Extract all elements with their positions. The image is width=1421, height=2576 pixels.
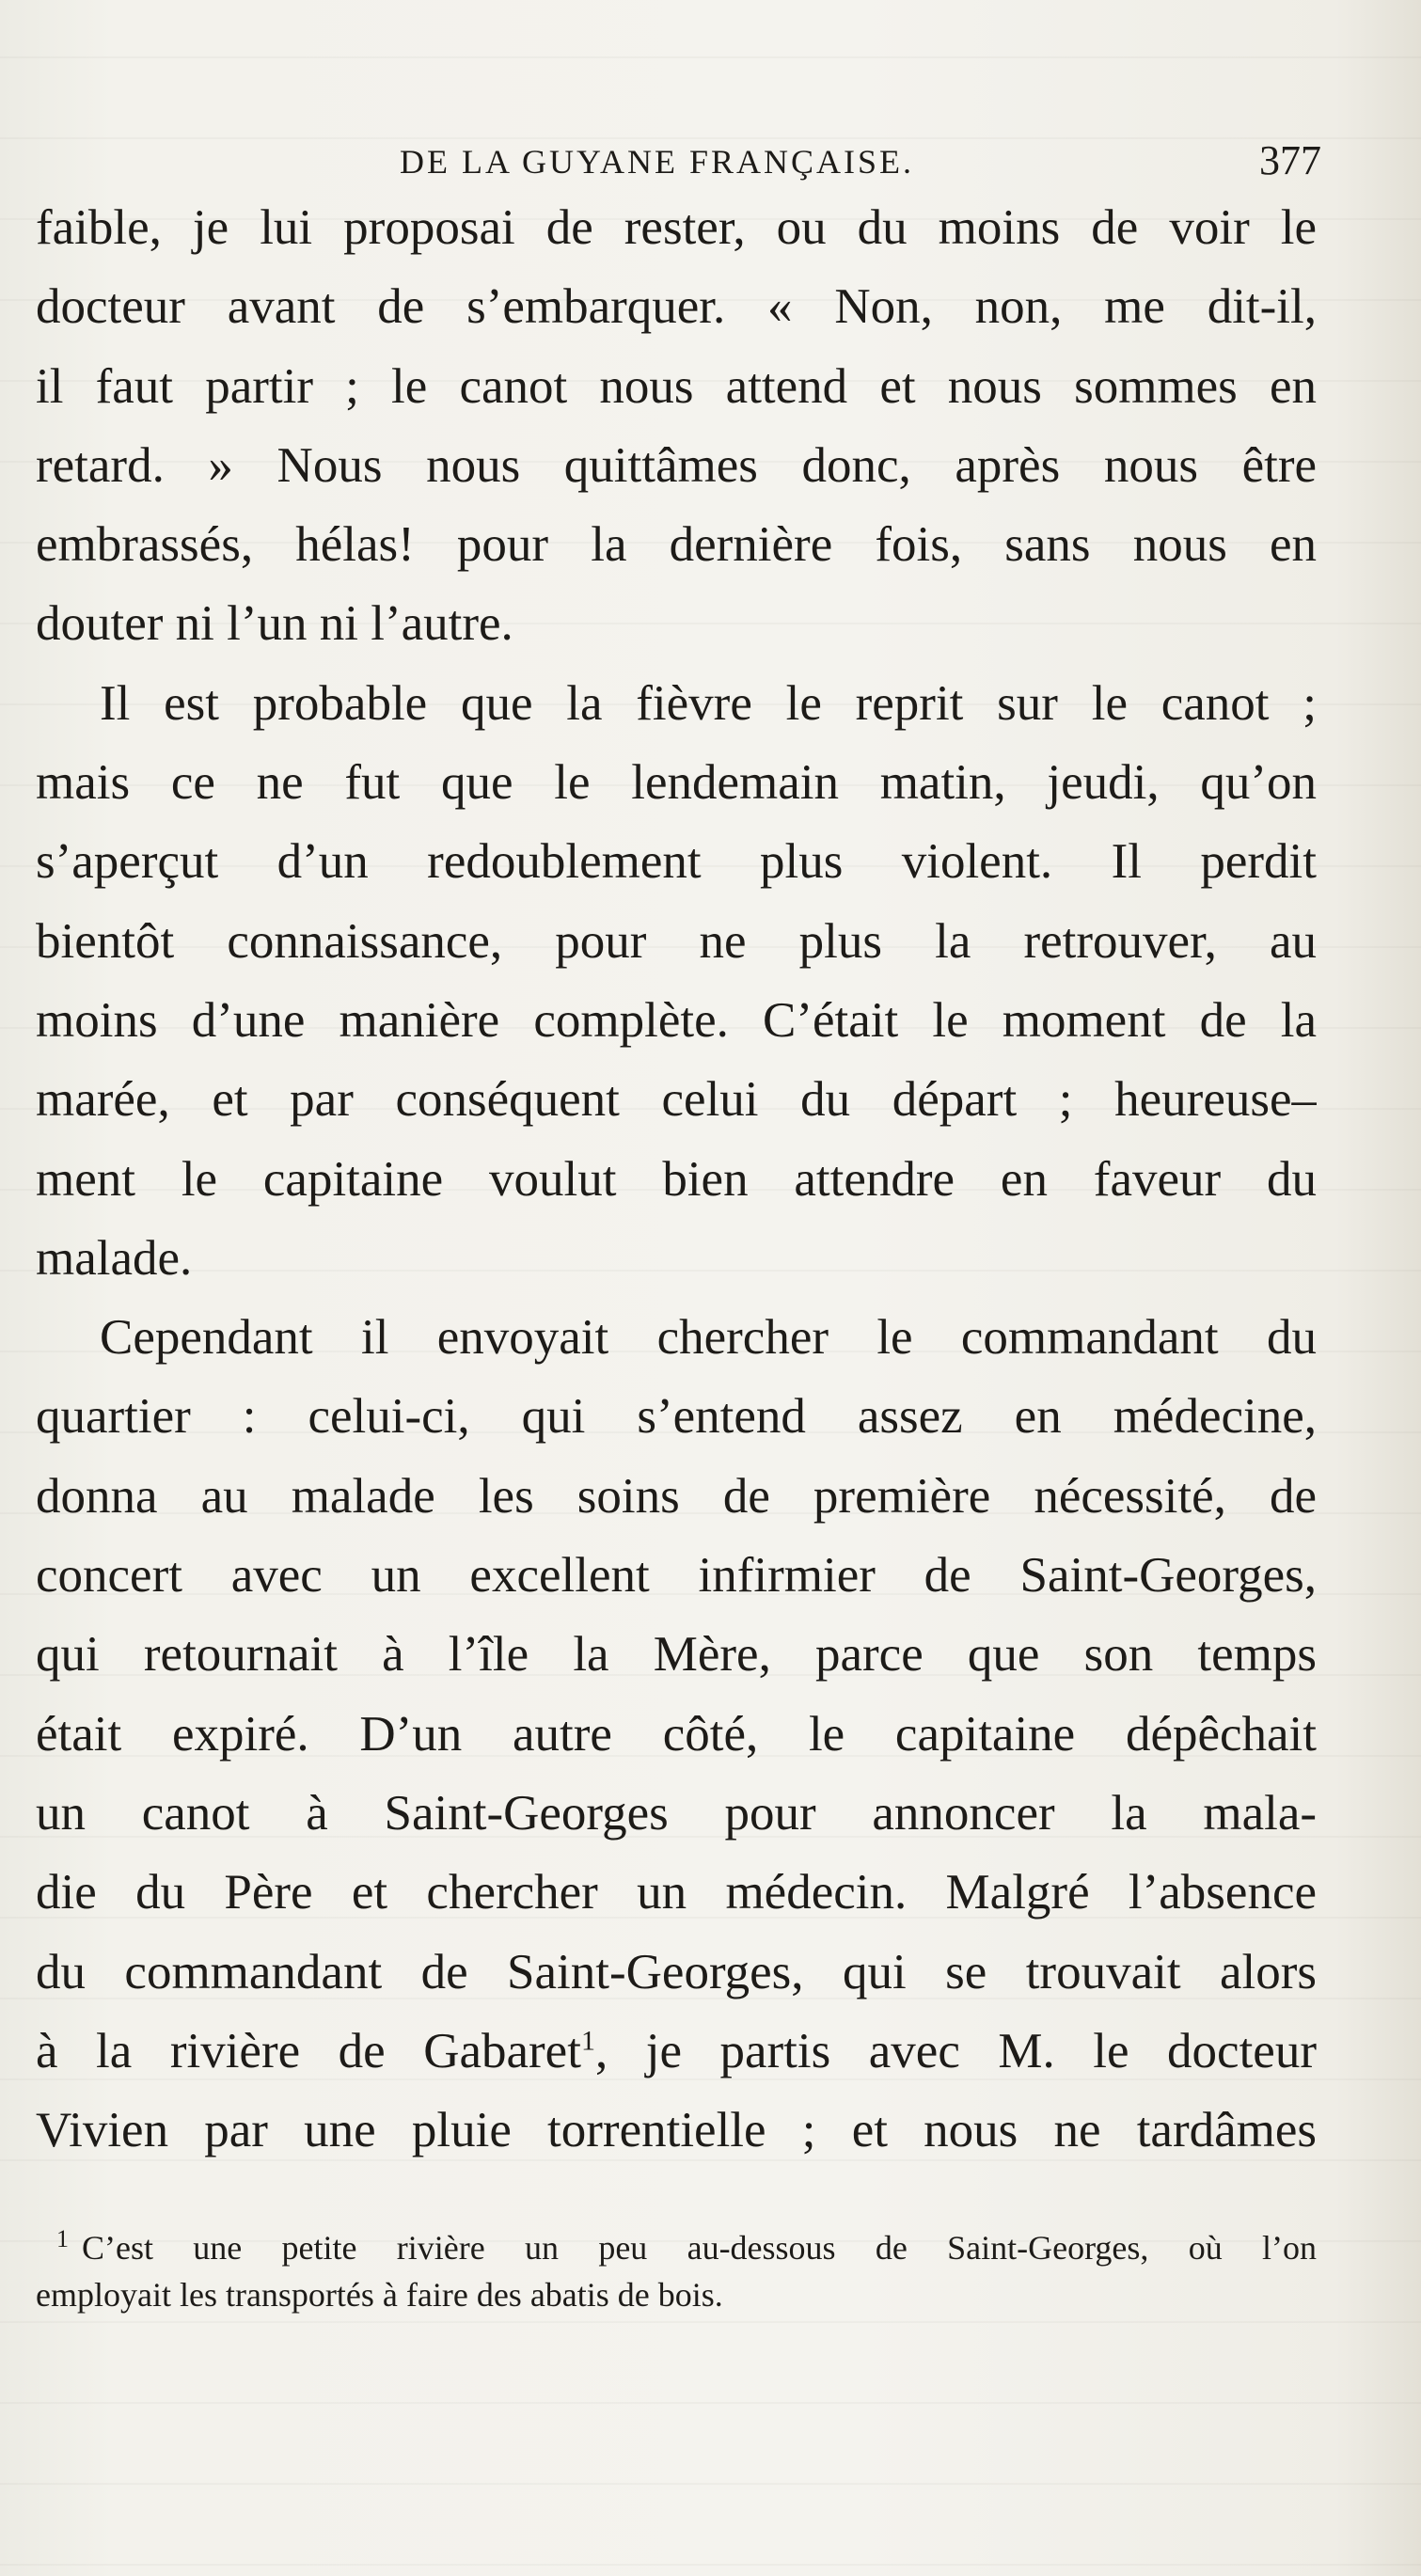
text-line: était expiré. D’un autre côté, le capitaine dépêchait [36,1706,1317,1762]
text-line: marée, et par conséquent celui du départ ; heureuse– [36,1072,1317,1128]
text-line: s’aperçut d’un redoublement plus violent. Il perdit [36,834,1317,890]
page-header [400,134,1340,191]
text-line: die du Père et chercher un médecin. Malgré l’absence [36,1865,1317,1920]
text-line: mais ce ne fut que le lendemain matin, jeudi, qu’on [36,755,1317,811]
page-number: 377 [1259,137,1321,183]
paragraph-start-line: Cependant il envoyait chercher le commandant du [100,1310,1317,1366]
body-text [36,188,1317,2170]
text-line: Vivien par une pluie torrentielle ; et nous ne tardâmes [36,2103,1317,2158]
running-title: DE LA GUYANE FRANÇAISE. [400,143,915,181]
text-segment: , je partis avec M. le docteur [594,2023,1317,2078]
text-line: retard. » Nous nous quittâmes donc, après nous être [36,437,1317,493]
footnote-text: C’est une petite rivière un peu au-dessous de Saint-Georges, où l’on [82,2229,1317,2267]
text-line-with-footnote [36,2012,1317,2091]
paragraph-start-line: Il est probable que la fièvre le reprit sur le canot ; [100,675,1317,731]
text-line: moins d’une manière complète. C’était le moment de la [36,992,1317,1048]
text-line: donna au malade les soins de première nécessité, de [36,1468,1317,1524]
text-segment: à la rivière de Gabaret [36,2023,581,2078]
footnote-line [36,2224,1317,2271]
text-line: malade. [36,1230,193,1286]
text-line: concert avec un excellent infirmier de Saint-Georges, [36,1548,1317,1604]
text-line: docteur avant de s’embarquer. « Non, non, me dit-il, [36,279,1317,335]
footnote-line: employait les transportés à faire des abatis de bois. [36,2276,723,2314]
text-line: embrassés, hélas! pour la dernière fois, sans nous en [36,517,1317,573]
footnote-marker: 1 [56,2225,69,2252]
text-line: un canot à Saint-Georges pour annoncer la mala- [36,1785,1317,1841]
text-line: qui retournait à l’île la Mère, parce que son temps [36,1627,1317,1683]
text-line: bientôt connaissance, pour ne plus la retrouver, au [36,913,1317,969]
footnote [36,2224,1317,2318]
footnote-reference[interactable]: 1 [580,2025,595,2057]
text-line: il faut partir ; le canot nous attend et nous sommes en [36,358,1317,414]
text-line: du commandant de Saint-Georges, qui se trouvait alors [36,1944,1317,1999]
text-line: douter ni l’un ni l’autre. [36,596,513,652]
text-line: faible, je lui proposai de rester, ou du moins de voir le [36,200,1317,255]
text-line: ment le capitaine voulut bien attendre en faveur du [36,1151,1317,1207]
text-line: quartier : celui-ci, qui s’entend assez en médecine, [36,1389,1317,1445]
